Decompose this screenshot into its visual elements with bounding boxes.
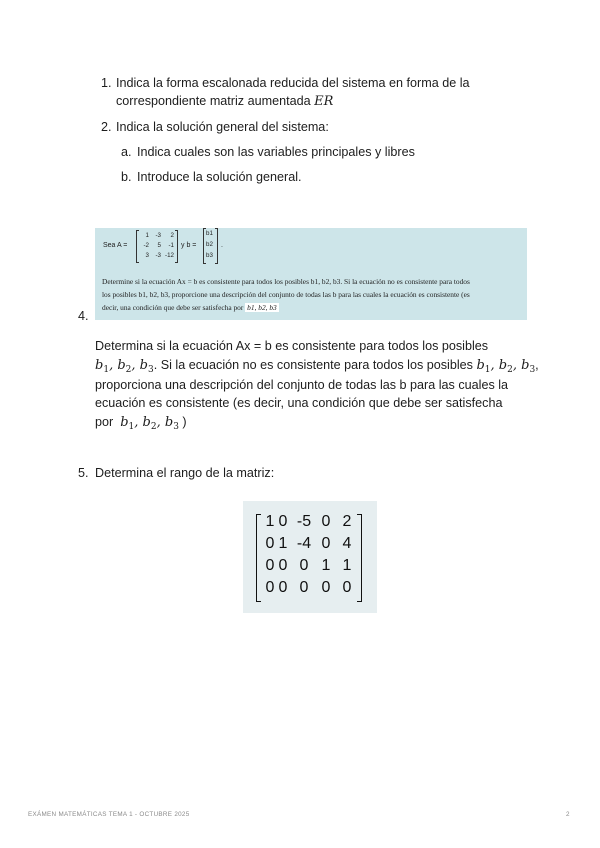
matrix-cell: 0 — [342, 579, 352, 596]
matrix-a-cell: -2 — [143, 242, 149, 249]
matrix-a-cell: 2 — [170, 232, 174, 239]
vector-b-cell: b1 — [206, 230, 213, 237]
matrix-cell: 0 — [321, 535, 331, 552]
q1-line1: Indica la forma escalonada reducida del sistema en forma de la — [116, 76, 470, 90]
footer-title: EXÁMEN MATEMÁTICAS TEMA 1 - OCTUBRE 2025 — [28, 811, 190, 818]
matrix-cell: 0 — [278, 579, 288, 596]
q1-math-er: ER — [314, 94, 334, 109]
vector-b-cell: b3 — [206, 252, 213, 259]
q5-text: Determina el rango de la matriz: — [95, 466, 275, 480]
q2-number: 2. — [101, 120, 112, 134]
question-image — [95, 228, 527, 320]
q4-p5: por — [95, 415, 114, 429]
b1b2b3-math: $b_1$, $b_2$, $b_3$ — [120, 415, 179, 432]
matrix-cell: 0 — [321, 579, 331, 596]
image-text-line3-text: decir, una condición que debe ser satisfecha por — [102, 303, 244, 312]
matrix-cell: 4 — [342, 535, 352, 552]
matrix-a — [136, 231, 178, 262]
q4-number: 4. — [78, 309, 89, 323]
matrix-a-cell: -12 — [165, 252, 174, 259]
matrix-a-cell: -1 — [168, 242, 174, 249]
matrix-image — [243, 501, 377, 613]
q2a-label: a. — [121, 145, 132, 159]
matrix-a-cell: -3 — [155, 252, 161, 259]
q4-p2: . Si la ecuación no es consistente para todos los posibles — [153, 358, 473, 372]
q2b-label: b. — [121, 170, 132, 184]
matrix-cell: 0 — [265, 535, 275, 552]
y-b-label: y b = — [181, 242, 197, 249]
matrix-cell: 1 — [265, 513, 275, 530]
matrix-cell: 0 — [321, 513, 331, 530]
matrix-cell: 2 — [342, 513, 352, 530]
matrix-cell: 1 — [321, 557, 331, 574]
image-text-line3 — [102, 302, 279, 314]
matrix-cell: 0 — [265, 579, 275, 596]
q2b-text: Introduce la solución general. — [137, 170, 302, 184]
q4-p6: ) — [182, 415, 187, 429]
sea-a-label: Sea A = — [103, 242, 128, 249]
matrix-cell: -5 — [296, 513, 312, 530]
q4-p1: Determina si la ecuación Ax = b es consistente para todos los posibles — [95, 339, 489, 353]
image-text-line3-math: b1, b2, b3 — [247, 303, 277, 312]
matrix-a-cell: 3 — [145, 252, 149, 259]
image-text-line1: Determine si la ecuación Ax = b es consistente para todos los posibles b1, b2, b3. Si la ecuación no es consistente para todos — [102, 277, 470, 286]
b1b2b3-math: $b_1$, $b_2$, $b_3$ — [476, 358, 536, 375]
matrix-cell: 0 — [299, 579, 309, 596]
left-bracket — [256, 514, 261, 602]
matrix-a-cell: 1 — [145, 232, 149, 239]
q4-line2: $b_1$, $b_2$, $b_3$. Si la ecuación no es consistente para todos los posibles $b_1$, $b_2$, $b_3$, — [95, 358, 539, 375]
right-bracket — [357, 514, 362, 602]
vector-b — [203, 229, 218, 263]
q1-line2 — [116, 92, 333, 111]
q4-p4: ecuación es consistente (es decir, una condición que debe ser satisfecha — [95, 396, 503, 410]
q4-line5 — [95, 413, 187, 436]
q4-p3: proporciona una descripción del conjunto de todas las b para las cuales la — [95, 378, 509, 392]
matrix-cell: 0 — [265, 557, 275, 574]
matrix-cell: 0 — [278, 513, 288, 530]
matrix-a-cell: 5 — [157, 242, 161, 249]
matrix-a-cell: -3 — [155, 232, 161, 239]
vector-b-cell: b2 — [206, 241, 213, 248]
period: . — [221, 242, 223, 249]
q2-text: Indica la solución general del sistema: — [116, 120, 329, 134]
matrix-cell: 0 — [299, 557, 309, 574]
q2a-text: Indica cuales son las variables principales y libres — [137, 145, 415, 159]
matrix-cell: 0 — [278, 557, 288, 574]
b1b2b3-math: $b_1$, $b_2$, $b_3$ — [95, 358, 154, 375]
matrix-cell: 1 — [278, 535, 288, 552]
page-number: 2 — [566, 811, 570, 818]
matrix-cell: 1 — [342, 557, 352, 574]
q1-line2-text: correspondiente matriz aumentada — [116, 94, 311, 108]
q1-number: 1. — [101, 76, 112, 90]
image-text-line2: los posibles b1, b2, b3, proporcione una descripción del conjunto de todas las b para las cuales la ecuación es consistente (es — [102, 290, 470, 299]
matrix-cell: -4 — [296, 535, 312, 552]
q5-number: 5. — [78, 466, 89, 480]
